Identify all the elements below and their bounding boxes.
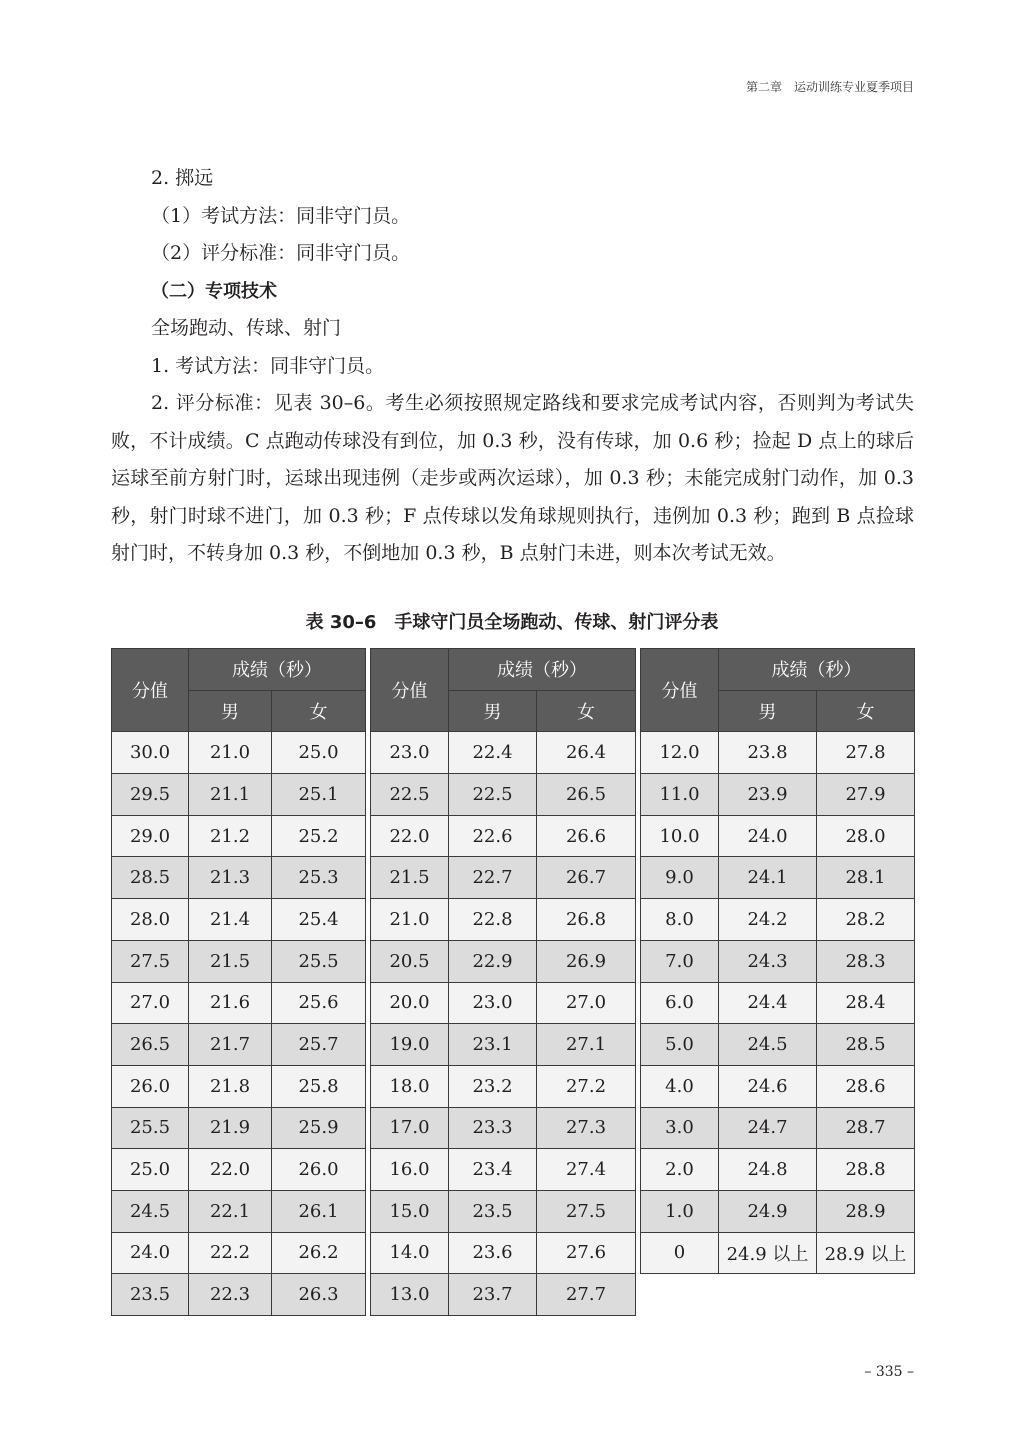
score-cell: 1.0 bbox=[641, 1190, 719, 1232]
male-time-cell: 22.3 bbox=[189, 1274, 272, 1316]
table-row bbox=[371, 1065, 636, 1107]
female-time-cell: 28.9 bbox=[817, 1190, 915, 1232]
male-time-cell: 23.6 bbox=[449, 1232, 537, 1274]
male-time-cell: 24.1 bbox=[719, 857, 817, 899]
female-time-cell: 27.9 bbox=[817, 774, 915, 816]
score-cell: 20.0 bbox=[371, 982, 449, 1024]
section-heading-technique: （二）专项技术 bbox=[151, 280, 277, 302]
header-result: 成绩（秒） bbox=[719, 649, 915, 691]
male-time-cell: 22.8 bbox=[449, 899, 537, 941]
table-row bbox=[641, 940, 915, 982]
throw-test-method: （1）考试方法：同非守门员。 bbox=[151, 204, 411, 227]
female-time-cell: 28.6 bbox=[817, 1065, 915, 1107]
score-cell: 22.0 bbox=[371, 815, 449, 857]
table-row bbox=[112, 1274, 366, 1316]
table-row bbox=[641, 732, 915, 774]
female-time-cell: 28.1 bbox=[817, 857, 915, 899]
score-cell: 23.0 bbox=[371, 732, 449, 774]
score-cell: 10.0 bbox=[641, 815, 719, 857]
male-time-cell: 21.7 bbox=[189, 1024, 272, 1066]
female-time-cell: 25.3 bbox=[272, 857, 366, 899]
female-time-cell: 27.4 bbox=[537, 1149, 636, 1191]
table-row bbox=[641, 1232, 915, 1274]
male-time-cell: 22.4 bbox=[449, 732, 537, 774]
male-time-cell: 24.8 bbox=[719, 1149, 817, 1191]
male-time-cell: 21.3 bbox=[189, 857, 272, 899]
page-number: – 335 – bbox=[864, 1364, 914, 1380]
score-cell: 12.0 bbox=[641, 732, 719, 774]
score-cell: 20.5 bbox=[371, 940, 449, 982]
male-time-cell: 24.6 bbox=[719, 1065, 817, 1107]
technique-test-method: 1. 考试方法：同非守门员。 bbox=[151, 354, 385, 377]
score-cell: 4.0 bbox=[641, 1065, 719, 1107]
female-time-cell: 26.9 bbox=[537, 940, 636, 982]
score-cell: 14.0 bbox=[371, 1232, 449, 1274]
female-time-cell: 27.8 bbox=[817, 732, 915, 774]
female-time-cell: 25.6 bbox=[272, 982, 366, 1024]
table-row bbox=[112, 899, 366, 941]
male-time-cell: 21.2 bbox=[189, 815, 272, 857]
header-score: 分值 bbox=[112, 649, 189, 732]
score-cell: 22.5 bbox=[371, 774, 449, 816]
male-time-cell: 24.4 bbox=[719, 982, 817, 1024]
table-row bbox=[371, 732, 636, 774]
female-time-cell: 27.2 bbox=[537, 1065, 636, 1107]
male-time-cell: 21.6 bbox=[189, 982, 272, 1024]
female-time-cell: 26.6 bbox=[537, 815, 636, 857]
male-time-cell: 22.6 bbox=[449, 815, 537, 857]
body-text bbox=[111, 160, 914, 573]
table-row bbox=[112, 1024, 366, 1066]
male-time-cell: 23.3 bbox=[449, 1107, 537, 1149]
table-row bbox=[112, 732, 366, 774]
male-time-cell: 24.0 bbox=[719, 815, 817, 857]
male-time-cell: 23.5 bbox=[449, 1190, 537, 1232]
score-cell: 24.0 bbox=[112, 1232, 189, 1274]
score-cell: 11.0 bbox=[641, 774, 719, 816]
score-cell: 25.5 bbox=[112, 1107, 189, 1149]
table-row bbox=[641, 1107, 915, 1149]
score-cell: 7.0 bbox=[641, 940, 719, 982]
male-time-cell: 21.9 bbox=[189, 1107, 272, 1149]
male-time-cell: 24.5 bbox=[719, 1024, 817, 1066]
table-body bbox=[641, 732, 915, 1274]
score-cell: 15.0 bbox=[371, 1190, 449, 1232]
header-female: 女 bbox=[537, 690, 636, 732]
male-time-cell: 21.8 bbox=[189, 1065, 272, 1107]
score-table-block-1 bbox=[111, 648, 366, 1316]
female-time-cell: 26.7 bbox=[537, 857, 636, 899]
male-time-cell: 23.1 bbox=[449, 1024, 537, 1066]
male-time-cell: 23.8 bbox=[719, 732, 817, 774]
female-time-cell: 25.4 bbox=[272, 899, 366, 941]
header-result: 成绩（秒） bbox=[449, 649, 636, 691]
score-cell: 26.5 bbox=[112, 1024, 189, 1066]
male-time-cell: 24.7 bbox=[719, 1107, 817, 1149]
header-male: 男 bbox=[189, 690, 272, 732]
table-row bbox=[371, 1149, 636, 1191]
table-row bbox=[112, 774, 366, 816]
female-time-cell: 26.0 bbox=[272, 1149, 366, 1191]
score-cell: 23.5 bbox=[112, 1274, 189, 1316]
score-table-block-3 bbox=[640, 648, 915, 1274]
score-cell: 8.0 bbox=[641, 899, 719, 941]
table-row bbox=[641, 1065, 915, 1107]
table-row bbox=[112, 940, 366, 982]
table-title: 表 30–6 手球守门员全场跑动、传球、射门评分表 bbox=[305, 612, 719, 633]
male-time-cell: 23.9 bbox=[719, 774, 817, 816]
score-cell: 0 bbox=[641, 1232, 719, 1274]
male-time-cell: 22.0 bbox=[189, 1149, 272, 1191]
score-cell: 19.0 bbox=[371, 1024, 449, 1066]
female-time-cell: 28.8 bbox=[817, 1149, 915, 1191]
header-male: 男 bbox=[449, 690, 537, 732]
female-time-cell: 25.1 bbox=[272, 774, 366, 816]
male-time-cell: 22.9 bbox=[449, 940, 537, 982]
male-time-cell: 22.5 bbox=[449, 774, 537, 816]
running-header: 第二章 运动训练专业夏季项目 bbox=[745, 80, 914, 94]
male-time-cell: 21.0 bbox=[189, 732, 272, 774]
score-cell: 29.5 bbox=[112, 774, 189, 816]
female-time-cell: 27.5 bbox=[537, 1190, 636, 1232]
female-time-cell: 28.3 bbox=[817, 940, 915, 982]
female-time-cell: 28.4 bbox=[817, 982, 915, 1024]
score-cell: 3.0 bbox=[641, 1107, 719, 1149]
female-time-cell: 27.1 bbox=[537, 1024, 636, 1066]
table-row bbox=[112, 1149, 366, 1191]
header-male: 男 bbox=[719, 690, 817, 732]
table-row bbox=[641, 774, 915, 816]
score-cell: 29.0 bbox=[112, 815, 189, 857]
female-time-cell: 26.1 bbox=[272, 1190, 366, 1232]
table-row bbox=[371, 815, 636, 857]
male-time-cell: 21.1 bbox=[189, 774, 272, 816]
female-time-cell: 28.0 bbox=[817, 815, 915, 857]
score-cell: 13.0 bbox=[371, 1274, 449, 1316]
male-time-cell: 22.7 bbox=[449, 857, 537, 899]
score-cell: 9.0 bbox=[641, 857, 719, 899]
male-time-cell: 23.0 bbox=[449, 982, 537, 1024]
header-result: 成绩（秒） bbox=[189, 649, 366, 691]
table-row bbox=[371, 940, 636, 982]
table-row bbox=[371, 857, 636, 899]
female-time-cell: 26.8 bbox=[537, 899, 636, 941]
table-row bbox=[112, 857, 366, 899]
throw-scoring-standard: （2）评分标准：同非守门员。 bbox=[151, 242, 411, 264]
table-row bbox=[371, 1024, 636, 1066]
table-row bbox=[641, 815, 915, 857]
male-time-cell: 23.2 bbox=[449, 1065, 537, 1107]
table-row bbox=[371, 1274, 636, 1316]
female-time-cell: 27.3 bbox=[537, 1107, 636, 1149]
technique-item-title: 全场跑动、传球、射门 bbox=[151, 317, 342, 339]
female-time-cell: 25.8 bbox=[272, 1065, 366, 1107]
female-time-cell: 25.2 bbox=[272, 815, 366, 857]
score-cell: 21.5 bbox=[371, 857, 449, 899]
male-time-cell: 24.3 bbox=[719, 940, 817, 982]
table-row bbox=[641, 1149, 915, 1191]
score-cell: 27.0 bbox=[112, 982, 189, 1024]
male-time-cell: 23.7 bbox=[449, 1274, 537, 1316]
header-female: 女 bbox=[817, 690, 915, 732]
female-time-cell: 28.9 以上 bbox=[817, 1232, 915, 1274]
score-cell: 21.0 bbox=[371, 899, 449, 941]
female-time-cell: 28.5 bbox=[817, 1024, 915, 1066]
technique-scoring-paragraph: 2. 评分标准：见表 30–6。考生必须按照规定路线和要求完成考试内容，否则判为考试失败，不计成绩。C 点跑动传球没有到位，加 0.3 秒，没有传球，加 0.6 秒；捡起 D 点上的球后运球至前方射门时，运球出现违例（走步或两次运球），加 0.3 秒；未能完成射门动作，加 0.3 秒，射门时球不进门，加 0.3 秒；F 点传球以发角球规则执行，违例加 0.3 秒；跑到 B 点捡球射门时，不转身加 0.3 秒，不倒地加 0.3 秒，B 点射门未进，则本次考试无效。 bbox=[111, 392, 914, 564]
female-time-cell: 26.5 bbox=[537, 774, 636, 816]
table-row bbox=[371, 982, 636, 1024]
table-row bbox=[641, 1190, 915, 1232]
female-time-cell: 25.7 bbox=[272, 1024, 366, 1066]
score-cell: 25.0 bbox=[112, 1149, 189, 1191]
table-body bbox=[371, 732, 636, 1316]
table-body bbox=[112, 732, 366, 1316]
subheading-throw-distance: 2. 掷远 bbox=[151, 167, 214, 189]
score-cell: 27.5 bbox=[112, 940, 189, 982]
male-time-cell: 23.4 bbox=[449, 1149, 537, 1191]
female-time-cell: 27.0 bbox=[537, 982, 636, 1024]
table-row bbox=[112, 982, 366, 1024]
table-row bbox=[641, 857, 915, 899]
table-row bbox=[641, 1024, 915, 1066]
table-row bbox=[371, 899, 636, 941]
table-row bbox=[112, 1232, 366, 1274]
table-row bbox=[371, 1107, 636, 1149]
table-row bbox=[641, 899, 915, 941]
male-time-cell: 24.9 bbox=[719, 1190, 817, 1232]
male-time-cell: 21.5 bbox=[189, 940, 272, 982]
female-time-cell: 25.5 bbox=[272, 940, 366, 982]
table-row bbox=[371, 1190, 636, 1232]
score-cell: 16.0 bbox=[371, 1149, 449, 1191]
header-score: 分值 bbox=[641, 649, 719, 732]
female-time-cell: 28.2 bbox=[817, 899, 915, 941]
table-row bbox=[371, 774, 636, 816]
score-cell: 2.0 bbox=[641, 1149, 719, 1191]
male-time-cell: 24.9 以上 bbox=[719, 1232, 817, 1274]
score-cell: 18.0 bbox=[371, 1065, 449, 1107]
score-cell: 28.5 bbox=[112, 857, 189, 899]
score-cell: 26.0 bbox=[112, 1065, 189, 1107]
table-row bbox=[112, 1190, 366, 1232]
male-time-cell: 22.2 bbox=[189, 1232, 272, 1274]
score-table-block-2 bbox=[370, 648, 636, 1316]
female-time-cell: 26.4 bbox=[537, 732, 636, 774]
table-row bbox=[112, 815, 366, 857]
female-time-cell: 25.0 bbox=[272, 732, 366, 774]
table-row bbox=[112, 1107, 366, 1149]
header-score: 分值 bbox=[371, 649, 449, 732]
table-row bbox=[112, 1065, 366, 1107]
female-time-cell: 26.3 bbox=[272, 1274, 366, 1316]
score-cell: 28.0 bbox=[112, 899, 189, 941]
table-row bbox=[371, 1232, 636, 1274]
header-female: 女 bbox=[272, 690, 366, 732]
female-time-cell: 26.2 bbox=[272, 1232, 366, 1274]
female-time-cell: 25.9 bbox=[272, 1107, 366, 1149]
table-row bbox=[641, 982, 915, 1024]
score-cell: 17.0 bbox=[371, 1107, 449, 1149]
score-cell: 6.0 bbox=[641, 982, 719, 1024]
female-time-cell: 27.7 bbox=[537, 1274, 636, 1316]
score-cell: 30.0 bbox=[112, 732, 189, 774]
score-cell: 24.5 bbox=[112, 1190, 189, 1232]
male-time-cell: 24.2 bbox=[719, 899, 817, 941]
male-time-cell: 22.1 bbox=[189, 1190, 272, 1232]
male-time-cell: 21.4 bbox=[189, 899, 272, 941]
female-time-cell: 28.7 bbox=[817, 1107, 915, 1149]
score-cell: 5.0 bbox=[641, 1024, 719, 1066]
female-time-cell: 27.6 bbox=[537, 1232, 636, 1274]
